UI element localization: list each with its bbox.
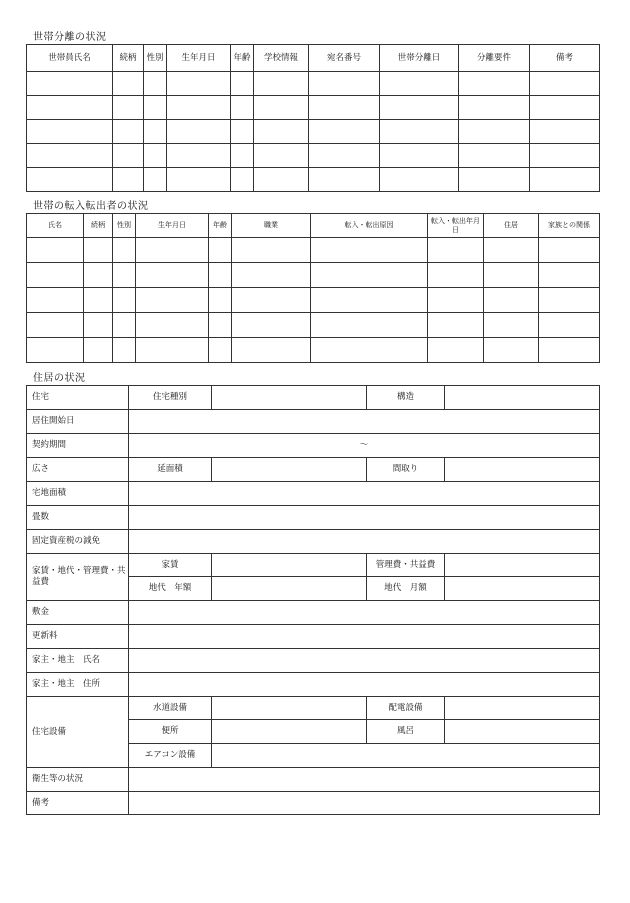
section-title-move-in-out: 世帯の転入転出者の状況 bbox=[33, 201, 149, 212]
label-house-facility: 住宅設備 bbox=[27, 697, 129, 768]
label-plumbing: 配電設備 bbox=[367, 697, 445, 720]
table-row bbox=[27, 338, 600, 363]
field-hygiene[interactable] bbox=[129, 768, 600, 792]
label-management-fee: 管理費・共益費 bbox=[367, 554, 445, 577]
label-remarks: 備考 bbox=[27, 792, 129, 815]
header-address-number: 宛名番号 bbox=[309, 45, 380, 72]
field-land-area[interactable] bbox=[129, 482, 600, 506]
label-house: 住宅 bbox=[27, 386, 129, 410]
field-bath[interactable] bbox=[445, 720, 600, 744]
table-row bbox=[27, 168, 600, 192]
header-birthdate: 生年月日 bbox=[136, 214, 209, 238]
header-gender: 性別 bbox=[144, 45, 167, 72]
label-rent: 家賃 bbox=[129, 554, 212, 577]
label-landlord-address: 家主・地主 住所 bbox=[27, 673, 129, 697]
header-move-date: 転入・転出年月日 bbox=[428, 214, 484, 238]
label-structure: 構造 bbox=[367, 386, 445, 410]
label-start-date: 居住開始日 bbox=[27, 410, 129, 434]
label-land-rent-year: 地代 年額 bbox=[129, 577, 212, 601]
field-remarks[interactable] bbox=[129, 792, 600, 815]
section-title-residence: 住居の状況 bbox=[33, 373, 86, 384]
field-tax-exemption[interactable] bbox=[129, 530, 600, 554]
field-structure[interactable] bbox=[445, 386, 600, 410]
field-landlord-name[interactable] bbox=[129, 649, 600, 673]
label-deposit: 敷金 bbox=[27, 601, 129, 625]
header-relationship: 続柄 bbox=[113, 45, 144, 72]
label-floor-area: 延面積 bbox=[129, 458, 212, 482]
residence-table bbox=[26, 385, 600, 815]
field-rent[interactable] bbox=[212, 554, 367, 577]
field-start-date[interactable] bbox=[129, 410, 600, 434]
table-row bbox=[27, 144, 600, 168]
label-aircon: エアコン設備 bbox=[129, 744, 212, 768]
header-school-info: 学校情報 bbox=[254, 45, 309, 72]
field-management-fee[interactable] bbox=[445, 554, 600, 577]
label-tatami: 畳数 bbox=[27, 506, 129, 530]
field-water[interactable] bbox=[212, 697, 367, 720]
field-renewal-fee[interactable] bbox=[129, 625, 600, 649]
header-member-name: 世帯員氏名 bbox=[27, 45, 113, 72]
header-move-reason: 転入・転出原因 bbox=[311, 214, 428, 238]
header-birthdate: 生年月日 bbox=[167, 45, 231, 72]
header-remarks: 備考 bbox=[530, 45, 600, 72]
field-landlord-address[interactable] bbox=[129, 673, 600, 697]
field-layout[interactable] bbox=[445, 458, 600, 482]
label-toilet: 便所 bbox=[129, 720, 212, 744]
header-family-relation: 家族との関係 bbox=[539, 214, 600, 238]
label-renewal-fee: 更新料 bbox=[27, 625, 129, 649]
header-occupation: 職業 bbox=[232, 214, 311, 238]
field-deposit[interactable] bbox=[129, 601, 600, 625]
table-row bbox=[27, 96, 600, 120]
table-row bbox=[27, 72, 600, 96]
table-row bbox=[27, 313, 600, 338]
table-row bbox=[27, 238, 600, 263]
field-tatami[interactable] bbox=[129, 506, 600, 530]
label-tax-exemption: 固定資産税の減免 bbox=[27, 530, 129, 554]
label-rent-group: 家賃・地代・管理費・共益費 bbox=[27, 554, 129, 601]
label-layout: 間取り bbox=[367, 458, 445, 482]
label-area: 広さ bbox=[27, 458, 129, 482]
header-residence: 住居 bbox=[484, 214, 539, 238]
header-age: 年齢 bbox=[209, 214, 232, 238]
household-separation-table bbox=[26, 44, 600, 192]
field-land-rent-year[interactable] bbox=[212, 577, 367, 601]
move-in-out-table bbox=[26, 213, 600, 363]
header-gender: 性別 bbox=[113, 214, 136, 238]
label-contract-period: 契約期間 bbox=[27, 434, 129, 458]
table-row bbox=[27, 120, 600, 144]
label-house-type: 住宅種別 bbox=[129, 386, 212, 410]
label-bath: 風呂 bbox=[367, 720, 445, 744]
field-plumbing[interactable] bbox=[445, 697, 600, 720]
label-land-rent-month: 地代 月額 bbox=[367, 577, 445, 601]
field-aircon[interactable] bbox=[212, 744, 600, 768]
label-landlord-name: 家主・地主 氏名 bbox=[27, 649, 129, 673]
table-row bbox=[27, 263, 600, 288]
label-water: 水道設備 bbox=[129, 697, 212, 720]
section-title-household-separation: 世帯分離の状況 bbox=[33, 32, 107, 43]
header-age: 年齢 bbox=[231, 45, 254, 72]
header-relationship: 続柄 bbox=[84, 214, 113, 238]
label-hygiene: 衛生等の状況 bbox=[27, 768, 129, 792]
contract-tilde: ～ bbox=[359, 440, 369, 451]
table-row bbox=[27, 288, 600, 313]
field-toilet[interactable] bbox=[212, 720, 367, 744]
field-house-type[interactable] bbox=[212, 386, 367, 410]
header-name: 氏名 bbox=[27, 214, 84, 238]
label-land-area: 宅地面積 bbox=[27, 482, 129, 506]
field-contract-period[interactable] bbox=[129, 434, 600, 458]
field-floor-area[interactable] bbox=[212, 458, 367, 482]
header-separation-date: 世帯分離日 bbox=[380, 45, 459, 72]
header-separation-requirement: 分離要件 bbox=[459, 45, 530, 72]
field-land-rent-month[interactable] bbox=[445, 577, 600, 601]
